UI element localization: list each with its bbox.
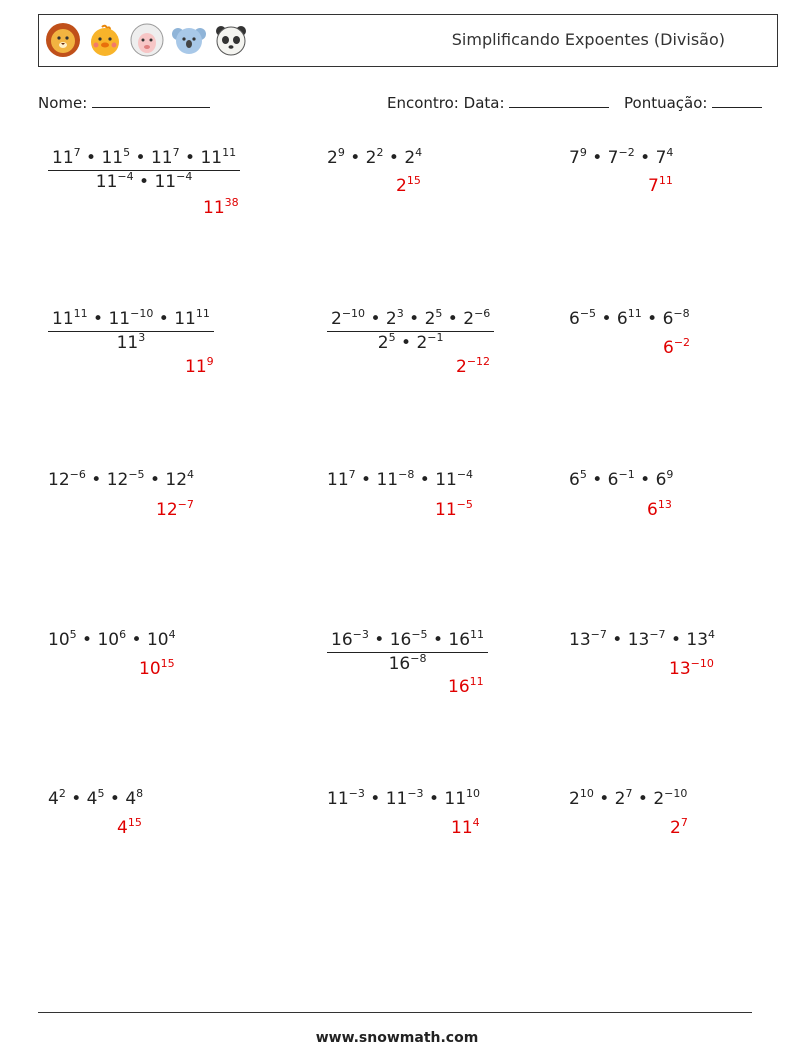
expression	[48, 630, 176, 650]
answer-exponent: 13	[657, 498, 672, 511]
multiply-dot: •	[149, 470, 160, 490]
answer-exponent: −7	[177, 498, 194, 511]
multiply-dot: •	[93, 309, 104, 329]
answer-base: 2	[456, 357, 467, 377]
base-text: 2	[331, 309, 342, 329]
exponent-text: −6	[474, 307, 491, 320]
base-text: 6	[607, 470, 619, 490]
problem-9	[569, 470, 673, 490]
answer-8	[435, 500, 473, 520]
base-text: 10	[146, 630, 169, 650]
exponent-text: 4	[708, 628, 716, 641]
exponent-text: 5	[97, 787, 105, 800]
exponent-text: 5	[69, 628, 77, 641]
exponent-text: 7	[73, 146, 81, 159]
multiply-dot: •	[640, 470, 651, 490]
answer-exponent: 15	[127, 816, 142, 829]
base-text: 11	[116, 333, 139, 353]
footer-divider	[38, 1012, 752, 1013]
exponent-text: −4	[117, 170, 134, 183]
base-text: 6	[662, 309, 674, 329]
exponent-text: −10	[664, 787, 688, 800]
base-text: 6	[616, 309, 628, 329]
multiply-dot: •	[419, 470, 430, 490]
expression	[569, 630, 715, 650]
exponent-text: 11	[222, 146, 237, 159]
exponent-text: −6	[69, 468, 86, 481]
base-text: 13	[627, 630, 650, 650]
name-blank[interactable]	[92, 93, 210, 108]
base-text: 2	[377, 333, 389, 353]
answer-base: 10	[139, 659, 161, 679]
base-text: 2	[404, 148, 416, 168]
exponent-text: 5	[435, 307, 443, 320]
exponent-text: 7	[348, 468, 356, 481]
exponent-text: 6	[119, 628, 127, 641]
exponent-text: 9	[337, 146, 345, 159]
base-text: 12	[106, 470, 129, 490]
exponent-text: 7	[625, 787, 633, 800]
numerator	[327, 630, 488, 653]
multiply-dot: •	[374, 630, 385, 650]
exponent-text: 11	[470, 628, 485, 641]
problem-12	[569, 630, 715, 650]
multiply-dot: •	[135, 148, 146, 168]
encounter-label: Encontro:	[387, 94, 459, 112]
exponent-text: −2	[618, 146, 635, 159]
denominator	[327, 653, 488, 674]
problem-5	[327, 309, 494, 353]
base-text: 2	[416, 333, 428, 353]
problem-10	[48, 630, 176, 650]
base-text: 2	[463, 309, 475, 329]
base-text: 11	[174, 309, 196, 329]
base-text: 11	[327, 470, 349, 490]
base-text: 11	[52, 148, 74, 168]
answer-exponent: 9	[206, 355, 214, 368]
problem-11	[327, 630, 488, 674]
panda-icon	[213, 22, 249, 58]
base-text: 11	[376, 470, 399, 490]
answer-base: 6	[647, 500, 658, 520]
base-text: 16	[331, 630, 353, 650]
base-text: 2	[365, 148, 377, 168]
base-text: 11	[154, 172, 177, 192]
exponent-text: 2	[376, 146, 384, 159]
exponent-text: −10	[130, 307, 154, 320]
answer-3	[648, 176, 673, 196]
multiply-dot: •	[612, 630, 623, 650]
answer-base: 16	[448, 677, 470, 697]
answer-base: 2	[396, 176, 407, 196]
expression	[327, 470, 473, 490]
answer-base: 2	[670, 818, 681, 838]
problem-2	[327, 148, 422, 168]
exponent-text: 5	[579, 468, 587, 481]
chick-icon	[87, 22, 123, 58]
problem-13	[48, 789, 143, 809]
answer-13	[117, 818, 142, 838]
base-text: 2	[653, 789, 665, 809]
multiply-dot: •	[428, 789, 439, 809]
fraction	[327, 309, 494, 353]
answer-base: 11	[185, 357, 207, 377]
base-text: 11	[444, 789, 467, 809]
multiply-dot: •	[185, 148, 196, 168]
multiply-dot: •	[447, 309, 458, 329]
multiply-dot: •	[82, 630, 93, 650]
koala-icon	[171, 22, 207, 58]
multiply-dot: •	[109, 789, 120, 809]
base-text: 11	[435, 470, 457, 490]
denominator	[327, 332, 494, 353]
answer-exponent: 4	[472, 816, 480, 829]
exponent-text: −5	[128, 468, 145, 481]
multiply-dot: •	[647, 309, 658, 329]
exponent-text: 5	[123, 146, 131, 159]
answer-base: 13	[669, 659, 691, 679]
exponent-text: −3	[348, 787, 365, 800]
problem-4	[48, 309, 214, 353]
multiply-dot: •	[71, 789, 82, 809]
lion-icon	[45, 22, 81, 58]
exponent-text: 10	[579, 787, 594, 800]
exponent-text: 3	[138, 331, 146, 344]
answer-7	[156, 500, 194, 520]
answer-6	[663, 338, 690, 358]
exponent-text: 10	[466, 787, 481, 800]
base-text: 11	[150, 148, 173, 168]
exponent-text: −1	[618, 468, 635, 481]
exponent-text: −4	[176, 170, 193, 183]
answer-base: 12	[156, 500, 178, 520]
multiply-dot: •	[640, 148, 651, 168]
multiply-dot: •	[637, 789, 648, 809]
base-text: 2	[424, 309, 436, 329]
answer-4	[185, 357, 214, 377]
score-label: Pontuação:	[624, 94, 708, 112]
multiply-dot: •	[670, 630, 681, 650]
expression	[327, 148, 422, 168]
multiply-dot: •	[131, 630, 142, 650]
header-box	[38, 14, 778, 67]
problem-6	[569, 309, 690, 329]
answer-exponent: 11	[658, 174, 673, 187]
exponent-text: 3	[396, 307, 404, 320]
encounter-field	[387, 93, 609, 112]
answer-base: 11	[451, 818, 473, 838]
denominator	[48, 332, 214, 353]
multiply-dot: •	[139, 172, 150, 192]
expression	[48, 470, 194, 490]
multiply-dot: •	[370, 309, 381, 329]
answer-11	[448, 677, 484, 697]
base-text: 2	[569, 789, 580, 809]
problem-15	[569, 789, 687, 809]
answer-exponent: 7	[680, 816, 688, 829]
multiply-dot: •	[601, 309, 612, 329]
exponent-text: −5	[579, 307, 597, 320]
multiply-dot: •	[350, 148, 361, 168]
answer-15	[670, 818, 688, 838]
exponent-text: 11	[73, 307, 88, 320]
answer-base: 4	[117, 818, 128, 838]
problem-3	[569, 148, 673, 168]
numerator	[48, 148, 240, 171]
base-text: 6	[655, 470, 667, 490]
exponent-text: 5	[388, 331, 396, 344]
base-text: 11	[95, 172, 118, 192]
multiply-dot: •	[388, 148, 399, 168]
multiply-dot: •	[361, 470, 372, 490]
expression	[569, 148, 673, 168]
exponent-text: −7	[590, 628, 607, 641]
base-text: 11	[200, 148, 223, 168]
exponent-text: 4	[168, 628, 176, 641]
exponent-text: 8	[136, 787, 144, 800]
multiply-dot: •	[401, 333, 412, 353]
exponent-text: −8	[398, 468, 415, 481]
exponent-text: −1	[427, 331, 444, 344]
base-text: 2	[327, 148, 338, 168]
answer-12	[669, 659, 714, 679]
multiply-dot: •	[432, 630, 443, 650]
answer-exponent: −5	[456, 498, 473, 511]
multiply-dot: •	[599, 789, 610, 809]
answer-base: 11	[203, 198, 225, 218]
exponent-text: −8	[673, 307, 690, 320]
base-text: 4	[48, 789, 59, 809]
answer-9	[647, 500, 672, 520]
base-text: 10	[48, 630, 70, 650]
exponent-text: 9	[666, 468, 674, 481]
exponent-text: −3	[407, 787, 424, 800]
name-label: Nome:	[38, 94, 88, 112]
base-text: 11	[101, 148, 124, 168]
base-text: 13	[569, 630, 591, 650]
exponent-text: −3	[352, 628, 369, 641]
expression	[569, 470, 673, 490]
exponent-text: −4	[456, 468, 474, 481]
answer-2	[396, 176, 421, 196]
exponent-text: −5	[411, 628, 428, 641]
answer-14	[451, 818, 480, 838]
answer-exponent: 38	[224, 196, 239, 209]
multiply-dot: •	[370, 789, 381, 809]
answer-base: 7	[648, 176, 659, 196]
base-text: 11	[385, 789, 408, 809]
footer-url: www.snowmath.com	[315, 1030, 479, 1046]
base-text: 4	[125, 789, 137, 809]
base-text: 11	[327, 789, 349, 809]
exponent-text: 4	[187, 468, 195, 481]
answer-exponent: 15	[160, 657, 175, 670]
base-text: 11	[52, 309, 74, 329]
base-text: 7	[655, 148, 667, 168]
exponent-text: 7	[172, 146, 180, 159]
base-text: 4	[86, 789, 98, 809]
fraction	[48, 309, 214, 353]
base-text: 2	[385, 309, 397, 329]
base-text: 12	[165, 470, 188, 490]
name-field	[38, 93, 210, 112]
answer-base: 6	[663, 338, 674, 358]
base-text: 12	[48, 470, 70, 490]
exponent-text: 4	[666, 146, 674, 159]
problem-1	[48, 148, 240, 192]
expression	[327, 789, 480, 809]
worksheet-title: Simplificando Expoentes (Divisão)	[451, 30, 725, 49]
problem-8	[327, 470, 473, 490]
exponent-text: 4	[415, 146, 423, 159]
exponent-text: 2	[58, 787, 66, 800]
animal-icons	[45, 22, 249, 62]
expression	[48, 789, 143, 809]
expression	[569, 309, 690, 329]
base-text: 16	[448, 630, 471, 650]
exponent-text: −7	[649, 628, 666, 641]
answer-exponent: −2	[673, 336, 691, 349]
numerator	[327, 309, 494, 332]
base-text: 6	[569, 470, 580, 490]
base-text: 13	[686, 630, 709, 650]
multiply-dot: •	[158, 309, 169, 329]
score-blank[interactable]	[712, 93, 762, 108]
exponent-text: 11	[195, 307, 210, 320]
score-field	[624, 93, 762, 112]
answer-1	[203, 198, 239, 218]
date-blank[interactable]	[509, 93, 609, 108]
base-text: 16	[389, 630, 412, 650]
base-text: 6	[569, 309, 580, 329]
fraction	[48, 148, 240, 192]
multiply-dot: •	[86, 148, 97, 168]
problem-7	[48, 470, 194, 490]
answer-base: 11	[435, 500, 457, 520]
problem-14	[327, 789, 480, 809]
numerator	[48, 309, 214, 332]
answer-10	[139, 659, 175, 679]
exponent-text: −10	[341, 307, 366, 320]
fraction	[327, 630, 488, 674]
base-text: 10	[97, 630, 120, 650]
exponent-text: 11	[627, 307, 642, 320]
answer-5	[456, 357, 490, 377]
denominator	[48, 171, 240, 192]
sheep-icon	[129, 22, 165, 58]
multiply-dot: •	[592, 470, 603, 490]
base-text: 16	[388, 654, 411, 674]
answer-exponent: 15	[406, 174, 421, 187]
multiply-dot: •	[91, 470, 102, 490]
exponent-text: 9	[579, 146, 587, 159]
answer-exponent: −10	[690, 657, 714, 670]
answer-exponent: 11	[469, 675, 484, 688]
base-text: 2	[614, 789, 626, 809]
multiply-dot: •	[592, 148, 603, 168]
date-label: Data:	[463, 94, 505, 112]
base-text: 7	[569, 148, 580, 168]
exponent-text: −8	[410, 652, 427, 665]
multiply-dot: •	[409, 309, 420, 329]
answer-exponent: −12	[466, 355, 491, 368]
base-text: 11	[108, 309, 131, 329]
expression	[569, 789, 687, 809]
base-text: 7	[607, 148, 619, 168]
